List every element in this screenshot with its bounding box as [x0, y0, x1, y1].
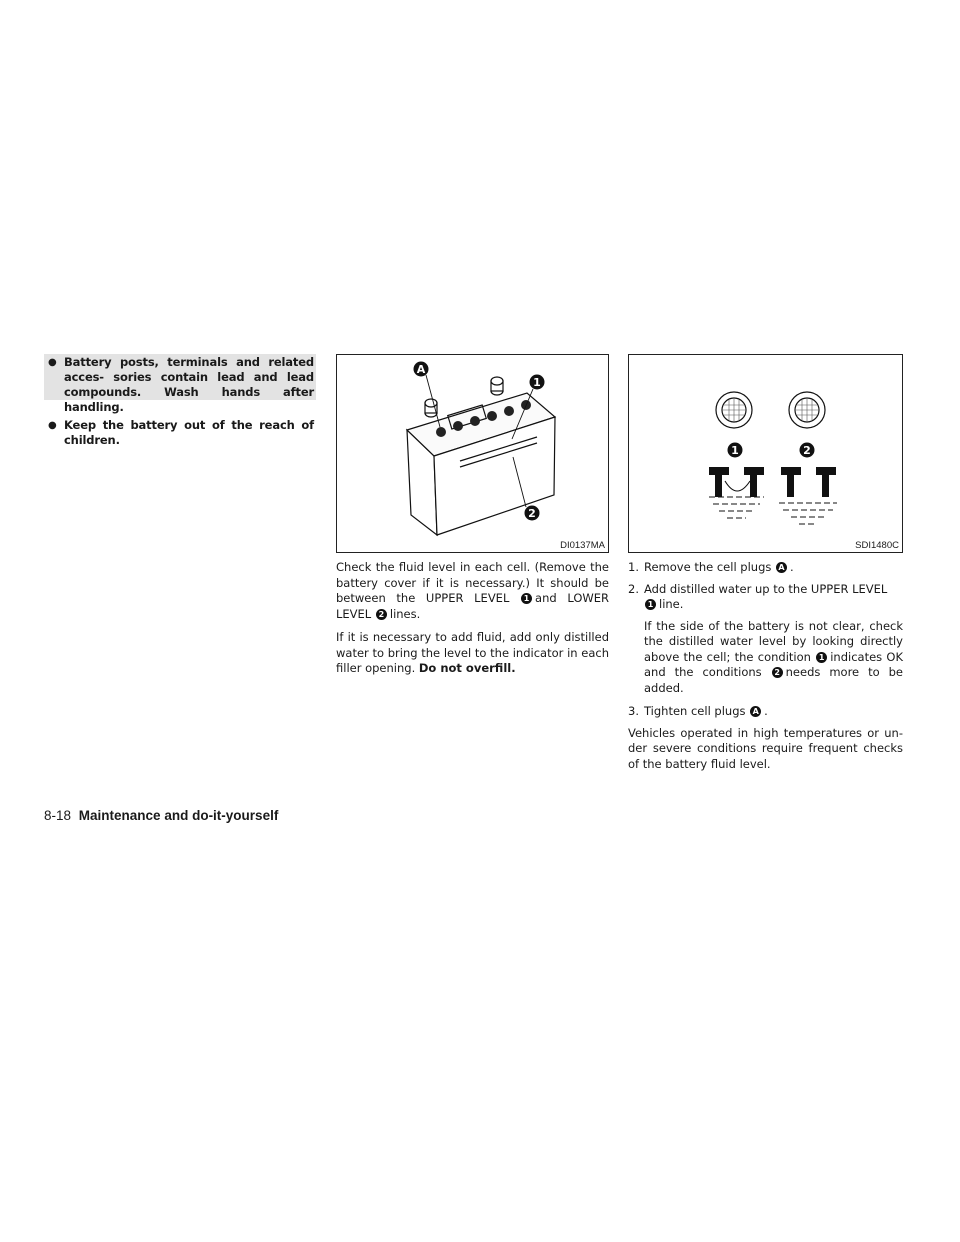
callout-2: 2 — [772, 667, 783, 678]
text-run: lines. — [389, 606, 421, 621]
fluid-level-illustration — [629, 355, 902, 552]
step-2 — [628, 582, 903, 613]
text-run: If it is necessary to add fluid, add only distilled water to bring the level to the indicator in each filler opening. — [336, 630, 609, 675]
warning-text: Keep the battery out of the reach of children. — [64, 418, 314, 447]
callout-2: 2 — [803, 444, 811, 457]
callout-1: 1 — [645, 599, 656, 610]
section-title: Maintenance and do-it-yourself — [78, 808, 279, 823]
text-run: If the side of the battery is not clear, check the distilled water level by looking directly above the cell; the condition — [644, 618, 903, 664]
closing-paragraph: Vehicles operated in high temperatures or un- der severe conditions require frequent checks of the battery fluid level. — [628, 725, 903, 771]
paragraph — [336, 560, 609, 622]
callout-a: A — [750, 706, 761, 717]
step-3 — [628, 704, 903, 720]
bullet-icon: ● — [48, 420, 57, 431]
text-run: needs more to be added. — [644, 665, 904, 695]
callout-1: 1 — [521, 593, 532, 604]
callout-1: 1 — [816, 652, 827, 663]
step-number: 2. — [628, 581, 639, 596]
fluid-level-figure — [628, 354, 903, 553]
middle-column — [336, 560, 609, 685]
warning-item — [44, 418, 316, 448]
page-number: 8-18 — [44, 808, 72, 823]
page-footer — [44, 808, 278, 823]
text-run: line. — [659, 597, 684, 611]
warning-text: Battery posts, terminals and related acces- sories contain lead and lead compounds. Wash hands after handling. — [64, 355, 314, 414]
right-column — [628, 560, 903, 780]
battery-figure — [336, 354, 609, 553]
callout-1: 1 — [533, 376, 541, 389]
callout-1: 1 — [731, 444, 739, 457]
text-run: and LOWER LEVEL — [336, 591, 610, 621]
figure-code: SDI1480C — [855, 540, 899, 551]
note-paragraph — [644, 619, 903, 697]
text-run: . — [790, 560, 794, 574]
paragraph — [336, 630, 609, 677]
step-number: 3. — [628, 704, 639, 718]
text-run: Check the fluid level in each cell. (Remove the battery cover if it is necessary.) It should be between the UPPER LEVEL — [336, 560, 609, 605]
step-number: 1. — [628, 560, 639, 574]
callout-a: A — [416, 363, 426, 376]
warning-box — [44, 354, 316, 447]
text-run: . — [764, 704, 768, 718]
step-1 — [628, 560, 903, 576]
callout-2: 2 — [376, 609, 387, 620]
bullet-icon: ● — [48, 357, 57, 368]
text-run: indicates OK and the conditions — [644, 649, 904, 679]
callout-2: 2 — [528, 507, 536, 520]
figure-code: DI0137MA — [560, 540, 605, 551]
callout-a: A — [776, 562, 787, 573]
battery-illustration — [337, 355, 608, 552]
warning-item — [44, 355, 316, 415]
emphasis-text: Do not overfill. — [418, 661, 516, 675]
step-text: Tighten cell plugs — [644, 704, 746, 718]
step-text: Add distilled water up to the UPPER LEVEL — [644, 581, 888, 596]
step-text: Remove the cell plugs — [644, 560, 772, 574]
